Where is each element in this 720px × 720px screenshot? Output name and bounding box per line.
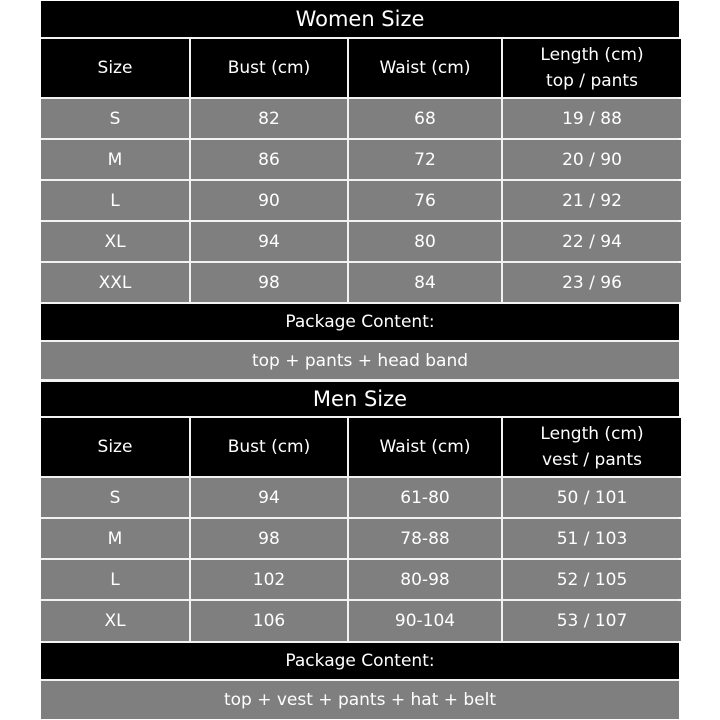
waist-cell: 84 [349,263,501,302]
table-row [41,478,679,517]
length-cell: 51 / 103 [503,519,681,558]
waist-cell: 61-80 [349,478,501,517]
bust-cell: 90 [191,181,347,220]
women-header-waist: Waist (cm) [349,39,501,97]
length-cell: 22 / 94 [503,222,681,261]
men-header-length-title: Length (cm) [540,424,644,444]
waist-cell: 72 [349,140,501,179]
women-header-length-sub: top / pants [546,71,638,91]
women-package-label: Package Content: [41,304,679,340]
size-cell: M [41,519,189,558]
women-header-bust: Bust (cm) [191,39,347,97]
size-cell: XXL [41,263,189,302]
size-chart [41,1,679,719]
women-size-title: Women Size [41,1,679,37]
bust-cell: 82 [191,99,347,138]
length-cell: 53 / 107 [503,601,681,641]
men-header-bust: Bust (cm) [191,418,347,476]
table-row [41,601,679,641]
bust-cell: 94 [191,478,347,517]
men-header-row [41,418,679,476]
women-package-content: top + pants + head band [41,342,679,379]
table-row [41,140,679,179]
men-header-length-sub: vest / pants [541,450,643,470]
bust-cell: 98 [191,519,347,558]
length-cell: 52 / 105 [503,560,681,599]
table-row [41,222,679,261]
table-row [41,560,679,599]
men-header-size: Size [41,418,189,476]
size-cell: S [41,478,189,517]
men-header-waist: Waist (cm) [349,418,501,476]
table-row [41,263,679,302]
waist-cell: 90-104 [349,601,501,641]
waist-cell: 78-88 [349,519,501,558]
length-cell: 19 / 88 [503,99,681,138]
women-header-length-title: Length (cm) [540,45,644,65]
size-cell: XL [41,601,189,641]
waist-cell: 80-98 [349,560,501,599]
women-header-length [503,39,681,97]
waist-cell: 80 [349,222,501,261]
table-row [41,181,679,220]
size-cell: XL [41,222,189,261]
size-cell: S [41,99,189,138]
length-cell: 50 / 101 [503,478,681,517]
bust-cell: 86 [191,140,347,179]
men-header-length [503,418,681,476]
waist-cell: 76 [349,181,501,220]
size-cell: L [41,560,189,599]
length-cell: 20 / 90 [503,140,681,179]
bust-cell: 98 [191,263,347,302]
length-cell: 23 / 96 [503,263,681,302]
men-size-title: Men Size [41,382,679,416]
bust-cell: 102 [191,560,347,599]
table-row [41,99,679,138]
length-cell: 21 / 92 [503,181,681,220]
size-cell: M [41,140,189,179]
women-header-row [41,39,679,97]
men-package-content: top + vest + pants + hat + belt [41,681,679,719]
waist-cell: 68 [349,99,501,138]
table-row [41,519,679,558]
women-header-size: Size [41,39,189,97]
bust-cell: 94 [191,222,347,261]
bust-cell: 106 [191,601,347,641]
men-package-label: Package Content: [41,643,679,679]
size-cell: L [41,181,189,220]
